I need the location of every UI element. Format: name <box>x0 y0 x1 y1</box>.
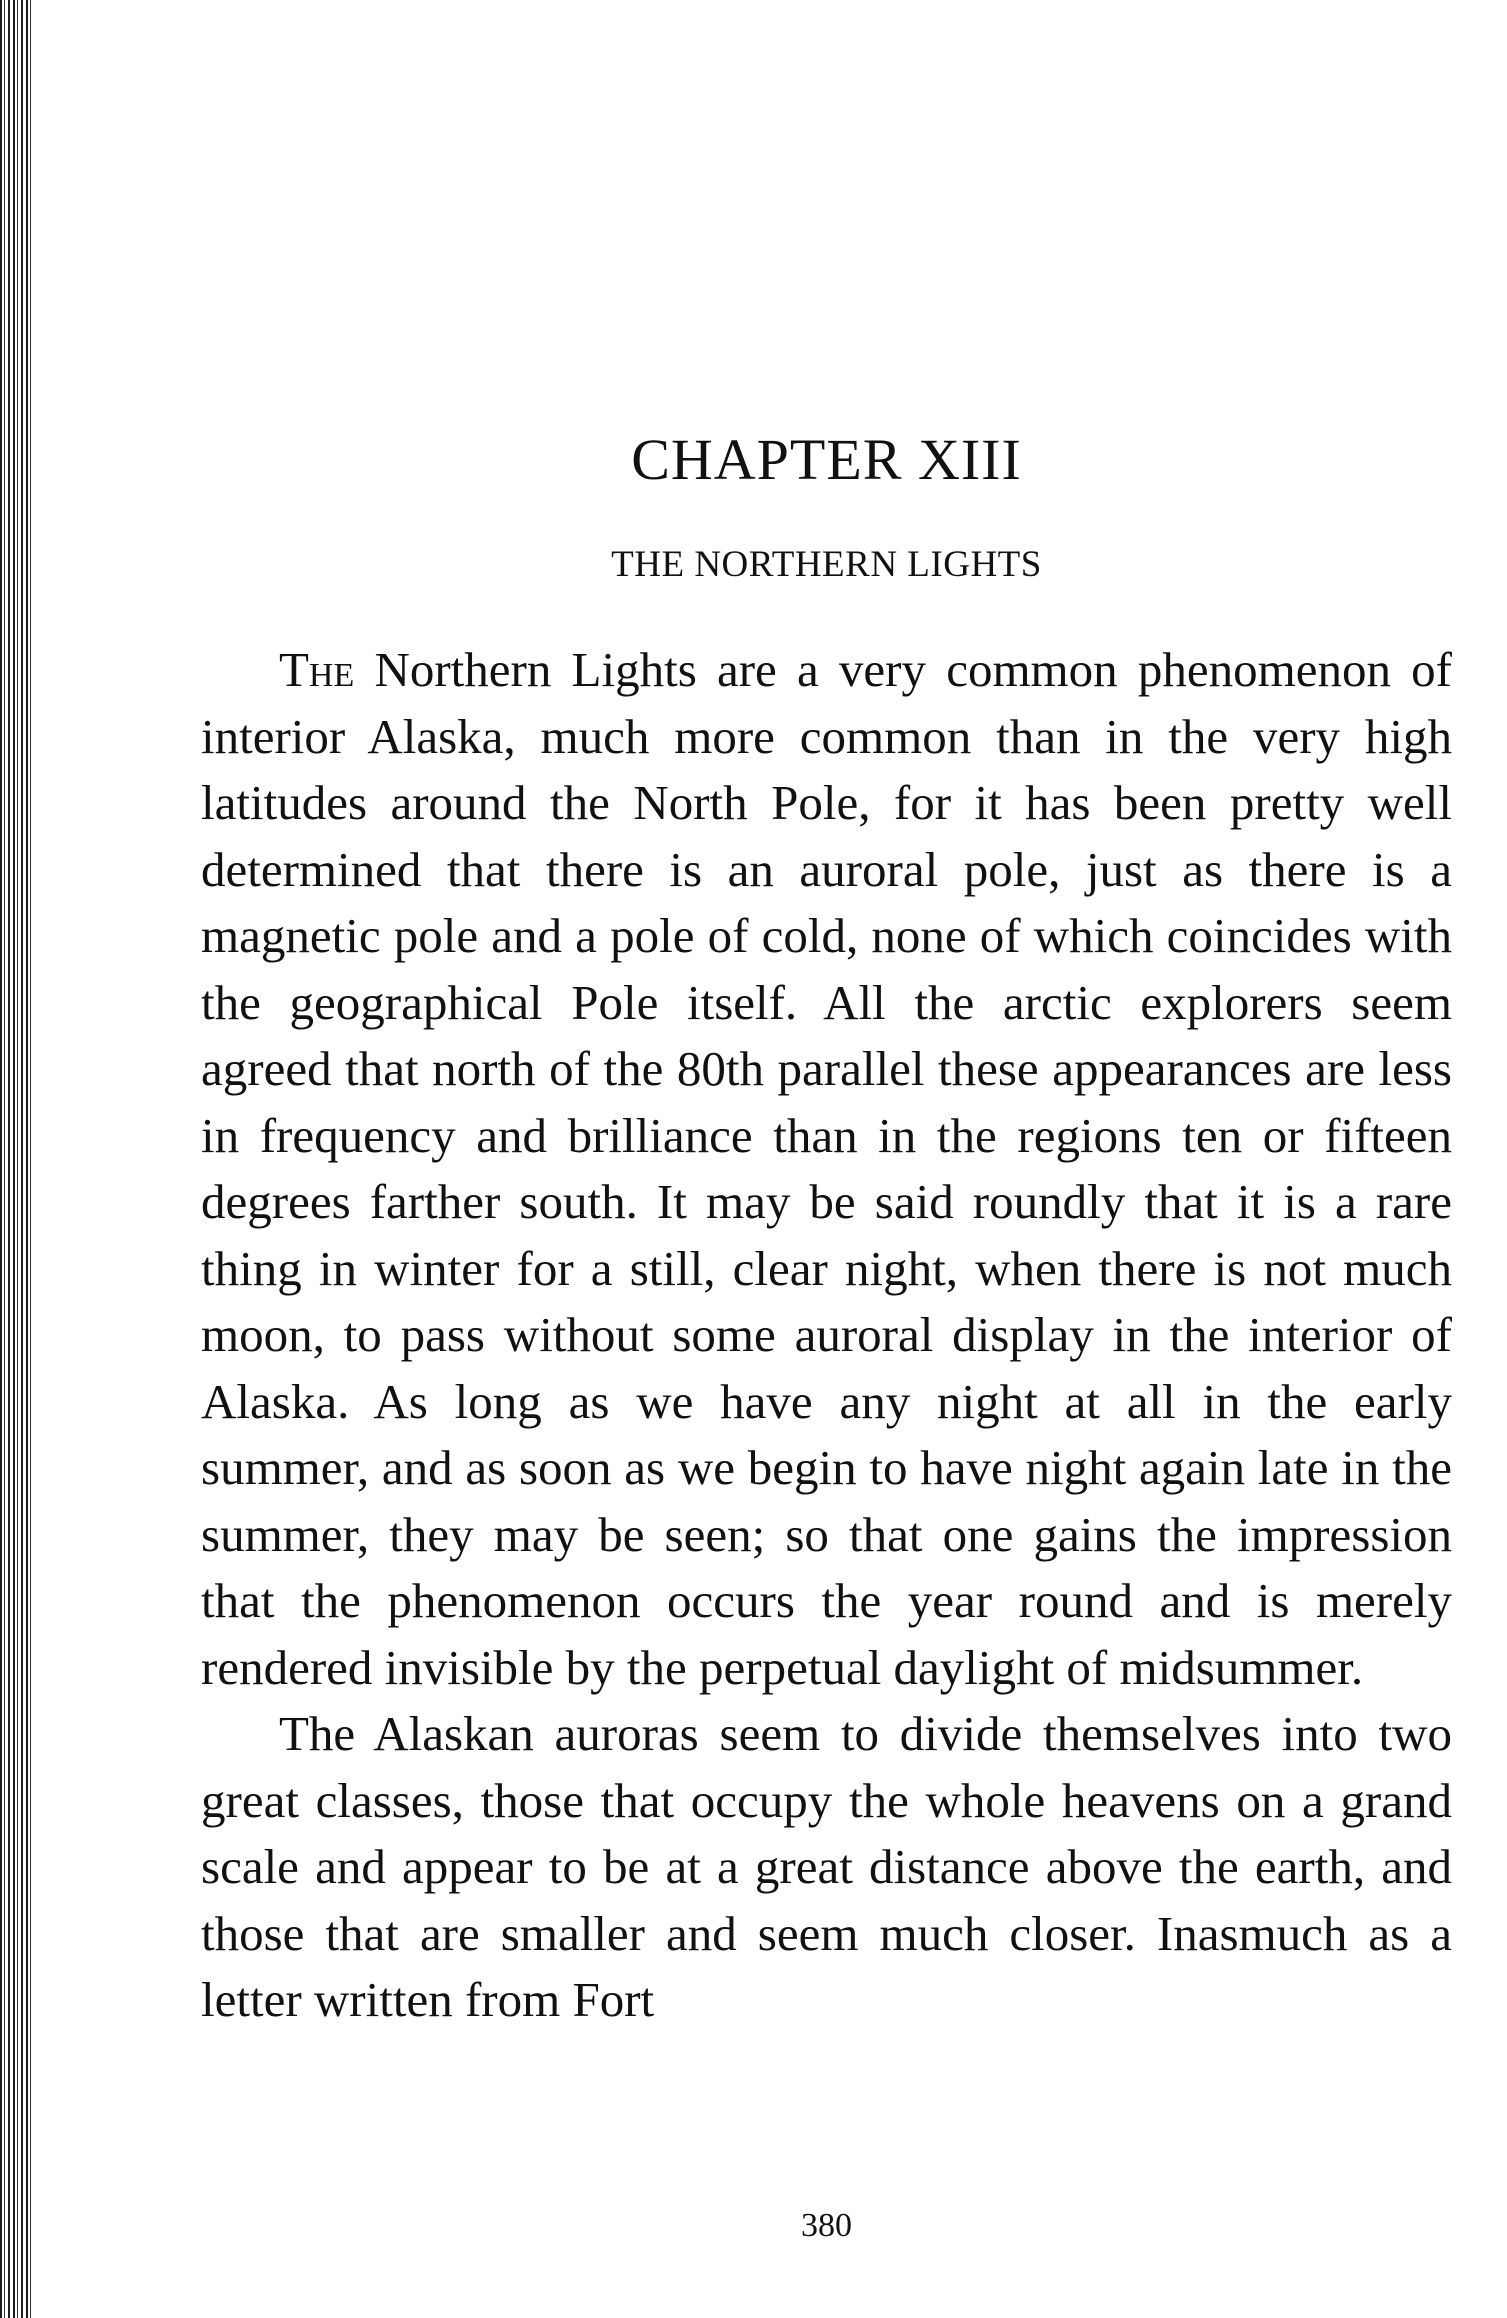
paragraph <box>201 637 1452 1701</box>
book-binding-edge <box>0 0 34 2318</box>
book-page <box>201 0 1452 2318</box>
paragraph-lead-word: The <box>279 642 355 697</box>
paragraph-text: Northern Lights are a very common phenomenon of interior Alaska, much more common than in the very high latitudes around the North Pole, for it has been pretty well determined that there is an auroral pole, just as there is a magnetic pole and a pole of cold, none of which coincides with the geographical Pole itself. All the arctic explorers seem agreed that north of the 80th parallel these appearances are less in frequency and brilliance than in the regions ten or fifteen degrees farther south. It may be said roundly that it is a rare thing in winter for a still, clear night, when there is not much moon, to pass without some auroral display in the interior of Alaska. As long as we have any night at all in the early summer, and as soon as we begin to have night again late in the summer, they may be seen; so that one gains the impression that the phenomenon occurs the year round and is merely rendered invisible by the perpetual daylight of midsummer. <box>201 642 1452 1695</box>
paragraph: The Alaskan auroras seem to divide themselves into two great classes, those that occupy the whole heavens on a grand scale and appear to be at a great distance above the earth, and those that are smaller and seem much closer. Inasmuch as a letter written from Fort <box>201 1706 1452 2027</box>
page-number: 380 <box>801 2207 852 2244</box>
chapter-title: THE NORTHERN LIGHTS <box>611 544 1042 585</box>
chapter-body <box>201 637 1452 2034</box>
chapter-number: CHAPTER XIII <box>631 427 1022 492</box>
